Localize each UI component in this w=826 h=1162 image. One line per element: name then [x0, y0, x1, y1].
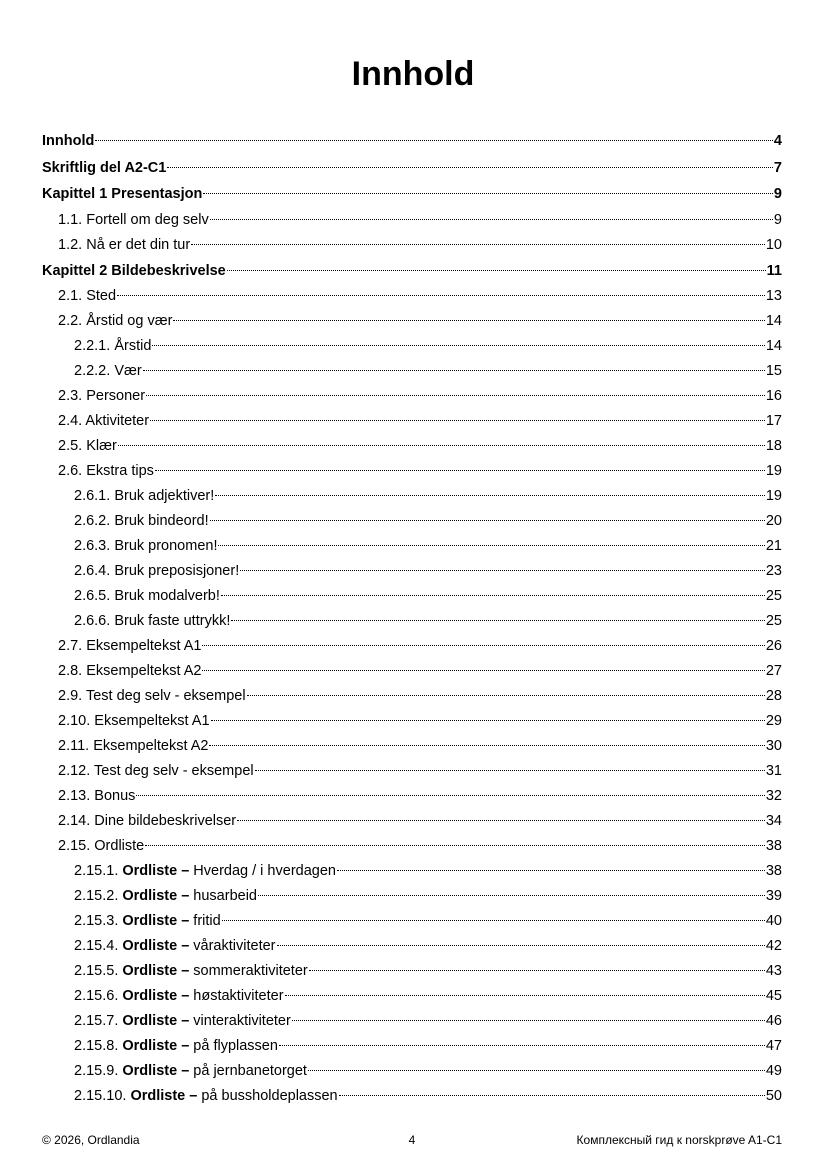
toc-leader-dots [95, 140, 773, 141]
toc-entry-label: Nå er det din tur [86, 236, 191, 253]
toc-entry-title [74, 984, 284, 1009]
toc-entry-number: 2.9. [58, 688, 83, 704]
toc-entry[interactable] [42, 934, 782, 959]
toc-entry-label: Ordliste – vinteraktiviteter [122, 1013, 291, 1029]
toc-entry-page: 46 [765, 1013, 782, 1029]
toc-entry[interactable] [42, 684, 782, 709]
toc-entry-page: 14 [765, 313, 782, 329]
toc-entry-page: 42 [765, 938, 782, 954]
toc-entry-title [74, 334, 151, 359]
toc-entry[interactable] [42, 484, 782, 509]
toc-leader-dots [209, 745, 764, 746]
toc-entry-title [58, 659, 201, 684]
toc-entry-title [58, 784, 135, 809]
toc-entry-label: Ordliste [94, 838, 145, 854]
toc-entry-label: Bruk modalverb! [114, 588, 220, 604]
toc-entry-page: 17 [765, 413, 782, 429]
toc-entry-number: 2.2.1. [74, 338, 111, 354]
toc-entry-number: 2.15.2. [74, 888, 119, 904]
toc-entry-page: 9 [773, 186, 782, 202]
toc-entry[interactable] [42, 128, 782, 155]
toc-entry[interactable] [42, 859, 782, 884]
toc-entry[interactable] [42, 959, 782, 984]
toc-entry-page: 4 [773, 133, 782, 149]
page-title: Innhold [351, 55, 475, 93]
toc-leader-dots [240, 570, 765, 571]
toc-entry-number: 2.15.6. [74, 988, 119, 1004]
toc-entry-number: 2.8. [58, 663, 83, 679]
toc-entry-number: 2.5. [58, 438, 83, 454]
toc-entry-title [74, 884, 257, 909]
toc-leader-dots [150, 420, 765, 421]
toc-entry-title [74, 909, 221, 934]
toc-entry[interactable] [42, 459, 782, 484]
toc-entry-title [74, 1059, 307, 1084]
toc-leader-dots [211, 720, 765, 721]
toc-entry-title [42, 181, 202, 208]
toc-entry[interactable] [42, 784, 782, 809]
page-footer [42, 1132, 782, 1148]
toc-entry-number: 2.2.2. [74, 363, 111, 379]
toc-entry[interactable] [42, 709, 782, 734]
toc-entry-label: Bonus [94, 788, 136, 804]
toc-entry-page: 30 [765, 738, 782, 754]
toc-entry-label: Test deg selv - eksempel [94, 763, 254, 779]
toc-entry[interactable] [42, 409, 782, 434]
toc-leader-dots [292, 1020, 765, 1021]
toc-leader-dots [277, 945, 765, 946]
toc-entry-title [58, 384, 145, 409]
toc-entry-label: Sted [86, 288, 117, 304]
toc-entry-page: 38 [765, 838, 782, 854]
toc-entry-page: 47 [765, 1038, 782, 1054]
toc-entry-label: Fortell om deg selv [86, 211, 209, 228]
toc-entry-label: Ordliste – sommeraktiviteter [122, 963, 308, 979]
toc-entry-number: 2.4. [58, 413, 83, 429]
toc-entry-label: Ordliste – fritid [122, 913, 221, 929]
toc-entry-title [74, 859, 336, 884]
toc-entry-number: 2.10. [58, 713, 91, 729]
toc-entry-title [58, 409, 149, 434]
toc-entry-title [74, 359, 142, 384]
toc-entry-page: 26 [765, 638, 782, 654]
toc-leader-dots [279, 1045, 765, 1046]
toc-entry-number: 1.1. [58, 211, 83, 228]
toc-entry[interactable] [42, 258, 782, 285]
toc-leader-dots [227, 270, 766, 271]
toc-entry-page: 10 [765, 236, 782, 253]
toc-entry[interactable] [42, 509, 782, 534]
toc-entry-number: 2.6.6. [74, 613, 111, 629]
footer-copyright: © 2026, Ordlandia [42, 1133, 140, 1147]
toc-entry-label: Eksempeltekst A2 [86, 663, 202, 679]
toc-leader-dots [247, 695, 765, 696]
toc-entry[interactable] [42, 659, 782, 684]
footer-document-title: Комплексный гид к norskprøve A1-C1 [576, 1133, 783, 1147]
toc-entry-label: Bruk preposisjoner! [114, 563, 240, 579]
toc-entry[interactable] [42, 208, 782, 233]
toc-entry-title [74, 584, 220, 609]
toc-entry-label: Eksempeltekst A1 [86, 638, 202, 654]
toc-entry-label: Ekstra tips [86, 463, 154, 479]
toc-entry-title [58, 709, 210, 734]
toc-entry-title [74, 559, 239, 584]
toc-leader-dots [143, 370, 765, 371]
toc-entry-title [42, 258, 226, 285]
toc-entry-title [74, 534, 217, 559]
toc-entry-title [42, 155, 166, 182]
toc-entry-number: 2.15. [58, 838, 91, 854]
toc-entry-label: Bruk bindeord! [114, 513, 209, 529]
toc-entry-label: Kapittel 2 Bildebeskrivelse [42, 262, 226, 279]
toc-entry-page: 40 [765, 913, 782, 929]
toc-entry-number: 2.1. [58, 288, 83, 304]
toc-entry[interactable] [42, 809, 782, 834]
toc-entry-page: 25 [765, 588, 782, 604]
toc-entry-page: 29 [765, 713, 782, 729]
toc-entry[interactable] [42, 559, 782, 584]
toc-entry-number: 2.6.1. [74, 488, 111, 504]
toc-leader-dots [202, 670, 764, 671]
toc-entry[interactable] [42, 609, 782, 634]
toc-entry-number: 2.6.3. [74, 538, 111, 554]
toc-entry-title [58, 284, 116, 309]
toc-entry-page: 11 [766, 262, 782, 279]
toc-entry-page: 16 [765, 388, 782, 404]
toc-entry-title [74, 509, 209, 534]
toc-leader-dots [215, 495, 765, 496]
toc-entry-page: 21 [765, 538, 782, 554]
toc-entry[interactable] [42, 309, 782, 334]
toc-entry-label: Skriftlig del A2-C1 [42, 159, 167, 176]
toc-entry[interactable] [42, 759, 782, 784]
toc-entry-title [58, 459, 154, 484]
toc-entry[interactable] [42, 984, 782, 1009]
toc-leader-dots [339, 1095, 765, 1096]
toc-leader-dots [337, 870, 765, 871]
toc-entry-number: 2.15.7. [74, 1013, 119, 1029]
toc-leader-dots [145, 845, 765, 846]
toc-entry-page: 20 [765, 513, 782, 529]
toc-entry-title [74, 609, 230, 634]
toc-entry[interactable] [42, 1009, 782, 1034]
toc-leader-dots [221, 595, 765, 596]
toc-entry-label: Ordliste – på bussholdeplassen [130, 1088, 338, 1104]
toc-leader-dots [237, 820, 765, 821]
toc-entry-page: 32 [765, 788, 782, 804]
toc-entry-title [58, 734, 208, 759]
toc-entry-number: 2.6.5. [74, 588, 111, 604]
toc-leader-dots [117, 295, 765, 296]
toc-entry-label: Klær [86, 438, 117, 454]
toc-entry[interactable] [42, 233, 782, 258]
toc-entry-page: 14 [765, 338, 782, 354]
footer-page-number: 4 [408, 1133, 416, 1147]
toc-entry[interactable] [42, 1084, 782, 1109]
toc-entry-title [58, 634, 201, 659]
toc-entry[interactable] [42, 155, 782, 182]
toc-entry-page: 34 [765, 813, 782, 829]
toc-entry-label: Bruk adjektiver! [114, 488, 215, 504]
toc-entry[interactable] [42, 634, 782, 659]
toc-entry-number: 2.15.4. [74, 938, 119, 954]
toc-entry-number: 2.3. [58, 388, 83, 404]
toc-entry-number: 2.2. [58, 313, 83, 329]
toc-leader-dots [258, 895, 765, 896]
toc-leader-dots [191, 244, 765, 245]
toc-entry-label: Eksempeltekst A1 [94, 713, 210, 729]
toc-entry-title [74, 1084, 338, 1109]
toc-entry-number: 2.7. [58, 638, 83, 654]
toc-leader-dots [255, 770, 765, 771]
toc-entry-page: 43 [765, 963, 782, 979]
toc-entry-page: 13 [765, 288, 782, 304]
toc-entry-page: 7 [773, 159, 782, 176]
toc-entry-label: Årstid og vær [86, 313, 173, 329]
toc-entry[interactable] [42, 884, 782, 909]
toc-leader-dots [285, 995, 765, 996]
toc-entry-number: 2.6.4. [74, 563, 111, 579]
toc-entry-title [42, 128, 94, 155]
toc-entry-number: 2.15.5. [74, 963, 119, 979]
toc-entry-label: Aktiviteter [85, 413, 150, 429]
toc-entry-page: 49 [765, 1063, 782, 1079]
toc-entry-page: 9 [773, 211, 782, 228]
toc-entry-title [74, 1034, 278, 1059]
toc-entry-number: 2.15.3. [74, 913, 119, 929]
toc-entry[interactable] [42, 359, 782, 384]
toc-leader-dots [155, 470, 765, 471]
toc-entry-label: Ordliste – Hverdag / i hverdagen [122, 863, 336, 879]
toc-leader-dots [202, 645, 764, 646]
toc-leader-dots [146, 395, 765, 396]
toc-entry-page: 18 [765, 438, 782, 454]
toc-entry-number: 1.2. [58, 236, 83, 253]
toc-entry-label: Ordliste – husarbeid [122, 888, 257, 904]
toc-entry-title [74, 1009, 291, 1034]
toc-entry-title [58, 434, 117, 459]
toc-entry[interactable] [42, 181, 782, 208]
toc-entry-page: 27 [765, 663, 782, 679]
toc-entry-label: Ordliste – på flyplassen [122, 1038, 278, 1054]
toc-entry-page: 15 [765, 363, 782, 379]
toc-leader-dots [222, 920, 765, 921]
toc-entry-title [58, 309, 172, 334]
toc-entry-label: Personer [86, 388, 146, 404]
toc-entry-page: 19 [765, 463, 782, 479]
toc-entry-page: 45 [765, 988, 782, 1004]
toc-entry-title [58, 809, 236, 834]
toc-leader-dots [308, 1070, 765, 1071]
toc-entry-label: Bruk faste uttrykk! [114, 613, 231, 629]
toc-leader-dots [210, 520, 765, 521]
toc-entry-title [58, 834, 144, 859]
toc-entry-page: 19 [765, 488, 782, 504]
toc-entry[interactable] [42, 534, 782, 559]
toc-entry-title [58, 233, 190, 258]
toc-entry[interactable] [42, 284, 782, 309]
toc-leader-dots [118, 445, 765, 446]
toc-entry-label: Ordliste – våraktiviteter [122, 938, 276, 954]
toc-entry-label: Test deg selv - eksempel [85, 688, 246, 704]
toc-entry-page: 50 [765, 1088, 782, 1104]
toc-entry-label: Ordliste – høstaktiviteter [122, 988, 284, 1004]
toc-entry-label: Ordliste – på jernbanetorget [122, 1063, 307, 1079]
toc-entry[interactable] [42, 1034, 782, 1059]
toc-entry-page: 31 [765, 763, 782, 779]
toc-entry-label: Vær [114, 363, 142, 379]
toc-leader-dots [167, 167, 773, 168]
toc-entry[interactable] [42, 909, 782, 934]
toc-entry[interactable] [42, 834, 782, 859]
toc-entry-label: Innhold [42, 133, 95, 149]
table-of-contents [42, 128, 782, 1109]
toc-entry-number: 2.12. [58, 763, 91, 779]
toc-entry-title [58, 684, 246, 709]
toc-entry-number: 2.15.1. [74, 863, 119, 879]
toc-entry-label: Dine bildebeskrivelser [94, 813, 237, 829]
toc-entry-number: 2.15.10. [74, 1088, 127, 1104]
toc-entry-page: 38 [765, 863, 782, 879]
toc-entry-page: 25 [765, 613, 782, 629]
toc-entry[interactable] [42, 1059, 782, 1084]
toc-leader-dots [203, 193, 773, 194]
toc-entry-number: 2.11. [58, 738, 90, 754]
toc-entry-label: Kapittel 1 Presentasjon [42, 186, 203, 202]
toc-entry-number: 2.13. [58, 788, 91, 804]
toc-entry[interactable] [42, 734, 782, 759]
toc-leader-dots [136, 795, 764, 796]
toc-entry[interactable] [42, 434, 782, 459]
toc-entry-label: Årstid [114, 338, 152, 354]
toc-leader-dots [210, 219, 773, 220]
toc-entry-title [74, 934, 276, 959]
toc-entry-title [58, 208, 209, 233]
toc-entry-page: 28 [765, 688, 782, 704]
toc-entry-number: 2.15.8. [74, 1038, 119, 1054]
toc-entry-number: 2.15.9. [74, 1063, 119, 1079]
toc-entry-number: 2.6.2. [74, 513, 111, 529]
toc-entry-label: Bruk pronomen! [114, 538, 218, 554]
toc-leader-dots [152, 345, 764, 346]
toc-leader-dots [309, 970, 765, 971]
toc-entry[interactable] [42, 334, 782, 359]
toc-entry[interactable] [42, 584, 782, 609]
toc-entry-number: 2.6. [58, 463, 83, 479]
toc-leader-dots [218, 545, 764, 546]
toc-entry-page: 23 [765, 563, 782, 579]
toc-entry-title [58, 759, 254, 784]
toc-entry-title [74, 484, 214, 509]
toc-entry-title [74, 959, 308, 984]
toc-entry-page: 39 [765, 888, 782, 904]
toc-entry-label: Eksempeltekst A2 [93, 738, 209, 754]
toc-entry[interactable] [42, 384, 782, 409]
toc-entry-number: 2.14. [58, 813, 91, 829]
toc-leader-dots [231, 620, 765, 621]
toc-leader-dots [173, 320, 764, 321]
